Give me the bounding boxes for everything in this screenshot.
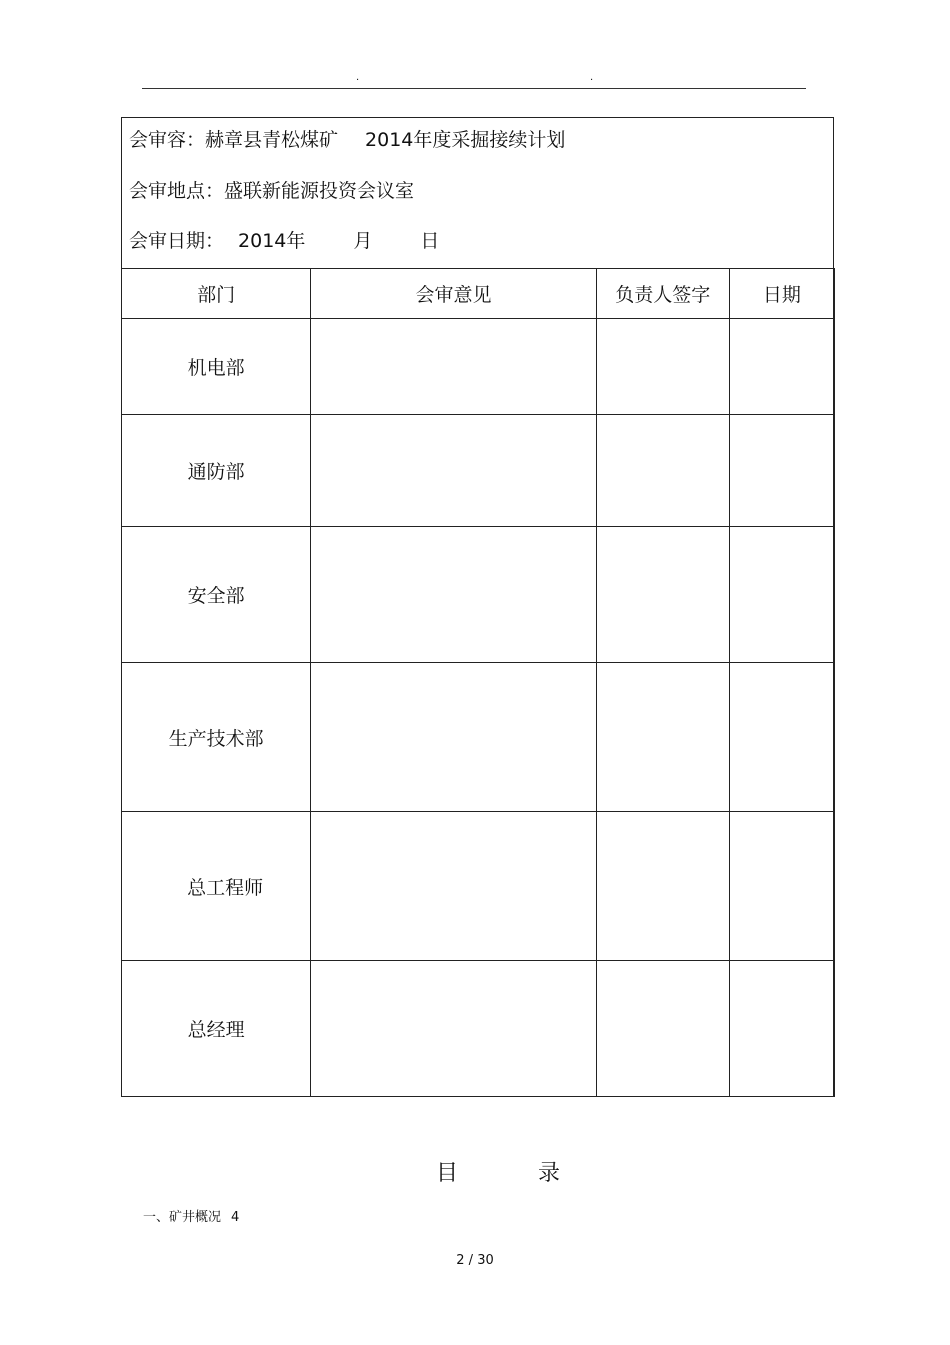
department-cell: 总工程师 (122, 812, 311, 961)
table-row (122, 663, 835, 812)
header-date: 日期 (729, 269, 834, 319)
signature-cell[interactable] (596, 961, 729, 1097)
signature-cell[interactable] (596, 527, 729, 663)
department-cell: 通防部 (122, 415, 311, 527)
meeting-date-line (129, 229, 439, 253)
toc-title-right: 录 (538, 1161, 561, 1186)
meeting-content-label: 会审容：赫章县青松煤矿 (129, 129, 339, 151)
date-cell[interactable] (729, 812, 834, 961)
opinion-cell[interactable] (311, 527, 596, 663)
meeting-content-value: 2014年度采掘接续计划 (365, 129, 566, 151)
department-cell: 机电部 (122, 319, 311, 415)
meeting-date-label: 会审日期： (129, 230, 225, 252)
header-signature: 负责人签字 (596, 269, 729, 319)
review-table (121, 268, 835, 1097)
date-cell[interactable] (729, 415, 834, 527)
page-separator: / (468, 1253, 474, 1268)
meeting-location-label: 会审地点： (129, 180, 225, 202)
table-row (122, 527, 835, 663)
toc-title (436, 1160, 560, 1188)
date-cell[interactable] (729, 319, 834, 415)
toc-item-label: 一、矿井概况 (143, 1210, 222, 1225)
meeting-content-line (129, 128, 565, 152)
page-total: 30 (477, 1253, 494, 1268)
header-dot-right: . (590, 72, 594, 83)
meeting-date-day: 日 (420, 230, 440, 252)
department-cell: 安全部 (122, 527, 311, 663)
opinion-cell[interactable] (311, 663, 596, 812)
table-header-row (122, 269, 835, 319)
toc-item[interactable] (143, 1209, 239, 1227)
table-row (122, 961, 835, 1097)
meeting-date-month: 月 (353, 230, 373, 252)
toc-title-left: 目 (436, 1161, 459, 1186)
toc-item-page: 4 (231, 1210, 240, 1225)
signature-cell[interactable] (596, 663, 729, 812)
department-cell: 总经理 (122, 961, 311, 1097)
header-rule (142, 88, 806, 89)
header-opinion: 会审意见 (311, 269, 596, 319)
meeting-location-value: 盛联新能源投资会议室 (224, 180, 415, 202)
meeting-location-line (129, 179, 414, 203)
department-cell: 生产技术部 (122, 663, 311, 812)
table-row (122, 319, 835, 415)
header-dot-left: . (356, 72, 360, 83)
signature-cell[interactable] (596, 319, 729, 415)
table-row (122, 812, 835, 961)
opinion-cell[interactable] (311, 415, 596, 527)
opinion-cell[interactable] (311, 961, 596, 1097)
page-number (0, 1252, 950, 1270)
meeting-date-year: 2014年 (238, 230, 306, 252)
signature-cell[interactable] (596, 812, 729, 961)
date-cell[interactable] (729, 527, 834, 663)
date-cell[interactable] (729, 961, 834, 1097)
header-department: 部门 (122, 269, 311, 319)
signature-cell[interactable] (596, 415, 729, 527)
page-current: 2 (456, 1253, 465, 1268)
opinion-cell[interactable] (311, 319, 596, 415)
date-cell[interactable] (729, 663, 834, 812)
opinion-cell[interactable] (311, 812, 596, 961)
table-row (122, 415, 835, 527)
